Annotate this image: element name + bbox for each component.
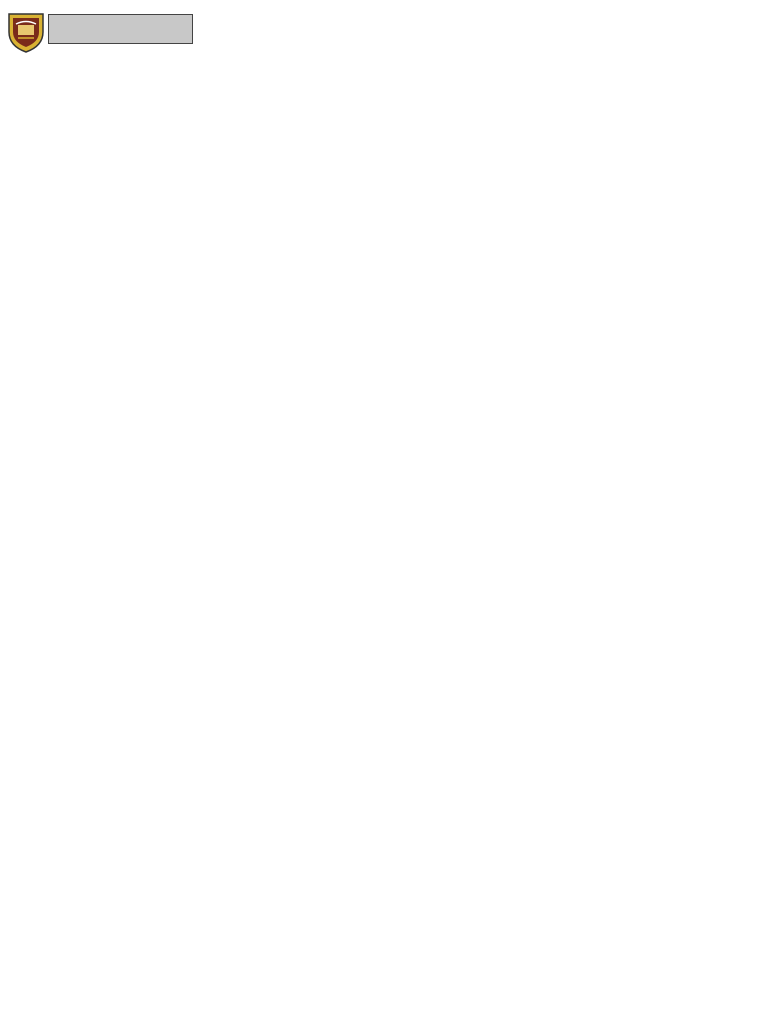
class-title: [48, 14, 193, 44]
school-crest-icon: [6, 10, 46, 54]
